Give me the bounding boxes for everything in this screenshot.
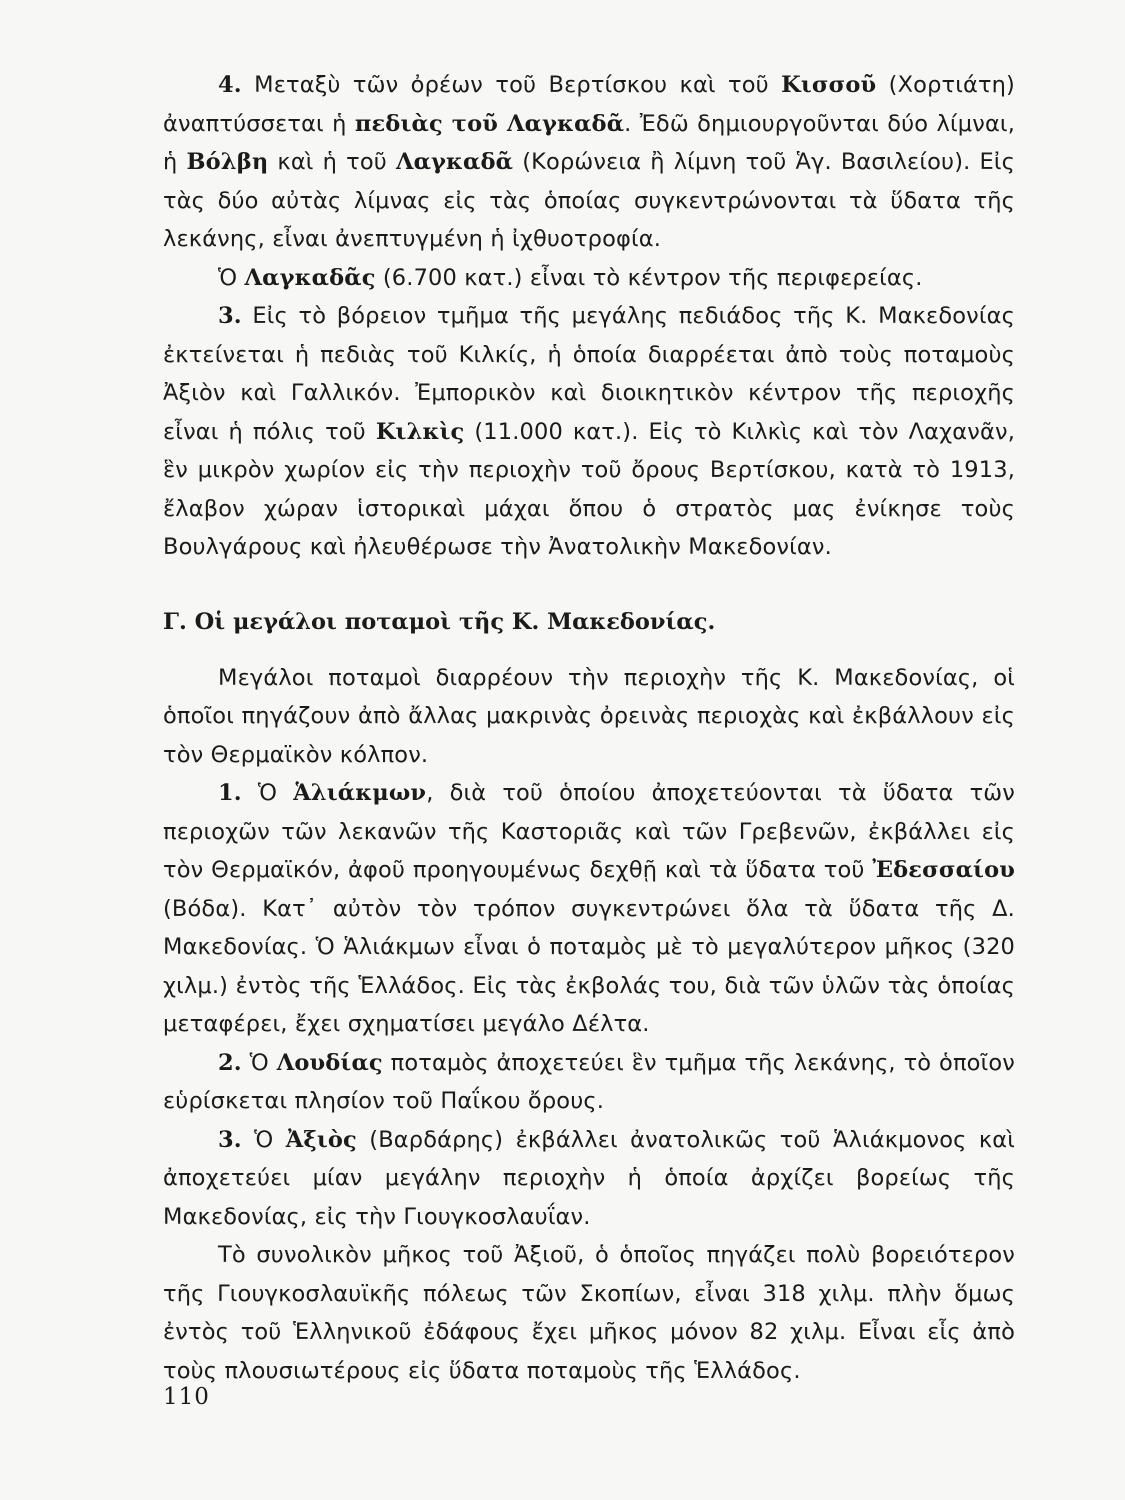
- paragraph: [163, 774, 1015, 1044]
- text-run: , διὰ τοῦ ὁποίου ἀποχετεύονται τὰ ὕδατα τῶν περιοχῶν τῶν λεκανῶν τῆς Καστοριᾶς καὶ τῶν Γρεβενῶν, ἐκβάλλει εἰς τὸν Θερμαϊκόν, ἀφοῦ προηγουμένως δεχθῇ καὶ τὰ ὕδατα τοῦ: [163, 780, 1015, 883]
- bold-term: Λουδίας: [276, 1049, 383, 1076]
- bold-term: 2.: [218, 1049, 242, 1076]
- bold-term: 3.: [218, 1126, 242, 1153]
- text-run: ποταμὸς ἀποχετεύει ἓν τμῆμα τῆς λεκάνης, τὸ ὁποῖον εὑρίσκεται πλησίον τοῦ Παΐκου ὄρους.: [163, 1049, 1015, 1114]
- bold-term: Βόλβη: [186, 149, 269, 175]
- paragraph: [163, 259, 1015, 298]
- bold-term: Λαγκαδᾶ: [395, 149, 514, 175]
- text-run: (Βόδα). Κατ᾽ αὐτὸν τὸν τρόπον συγκεντρώνει ὅλα τὰ ὕδατα τῆς Δ. Μακεδονίας. Ὁ Ἁλιάκμων εἶναι ὁ ποταμὸς μὲ τὸ μεγαλύτερον μῆκος (320 χιλμ.) ἐντὸς τῆς Ἑλλάδος. Εἰς τὰς ἐκβολάς του, διὰ τῶν ὑλῶν τὰς ὁποίας μεταφέρει, ἔχει σχηματίσει μεγάλο Δέλτα.: [163, 895, 1015, 1037]
- text-run: (Βαρδάρης) ἐκβάλλει ἀνατολικῶς τοῦ Ἁλιάκμονος καὶ ἀποχετεύει μίαν μεγάλην περιοχὴν ἡ ὁποία ἀρχίζει βορείως τῆς Μακεδονίας, εἰς τὴν Γιουγκοσλαυΐαν.: [163, 1126, 1016, 1230]
- text-run: καὶ ἡ τοῦ: [268, 149, 396, 175]
- text-run: Ὁ: [218, 264, 245, 291]
- page-number: 110: [163, 1384, 210, 1410]
- text-run: Εἰς τὸ βόρειον τμῆμα τῆς μεγάλης πεδιάδος τῆς Κ. Μακεδονίας ἐκτείνεται ἡ πεδιὰς τοῦ Κιλκίς, ἡ ὁποία διαρρέεται ἀπὸ τοὺς ποταμοὺς Ἀξιὸν καὶ Γαλλικόν. Ἐμπορικὸν καὶ διοικητικὸν κέντρον τῆς περιοχῆς εἶναι ἡ πόλις τοῦ: [163, 303, 1015, 445]
- text-run: (6.700 κατ.) εἶναι τὸ κέντρον τῆς περιφερείας.: [375, 264, 923, 291]
- bold-term: πεδιὰς τοῦ Λαγκαδᾶ: [354, 110, 625, 137]
- bold-term: Λαγκαδᾶς: [244, 264, 376, 291]
- bold-term: Ἐδεσσαίου: [872, 857, 1015, 883]
- text-run: . Ἐδῶ δημιουργοῦνται δύο λίμναι, ἡ: [163, 110, 1015, 175]
- paragraph: [163, 1121, 1015, 1237]
- paragraph: [163, 659, 1015, 775]
- text-run: Ὁ: [241, 1126, 286, 1153]
- text-body: [163, 66, 1015, 1390]
- text-run: (11.000 κατ.). Εἰς τὸ Κιλκὶς καὶ τὸν Λαχανᾶν, ἓν μικρὸν χωρίον εἰς τὴν περιοχὴν τοῦ ὄρους Βερτίσκου, κατὰ τὸ 1913, ἔλαβον χώραν ἱστορικαὶ μάχαι ὅπου ὁ στρατὸς μας ἐνίκησε τοὺς Βουλγάρους καὶ ἠλευθέρωσε τὴν Ἀνατολικὴν Μακεδονίαν.: [163, 418, 1015, 560]
- paragraph: [163, 66, 1015, 259]
- paragraph: [163, 1236, 1015, 1390]
- text-run: Μεγάλοι ποταμοὶ διαρρέουν τὴν περιοχὴν τῆς Κ. Μακεδονίας, οἱ ὁποῖοι πηγάζουν ἀπὸ ἄλλας μακρινὰς ὀρεινὰς περιοχὰς καὶ ἐκβάλλουν εἰς τὸν Θερμαϊκὸν κόλπον.: [163, 664, 1015, 768]
- bold-term: Ἁλιάκμων: [293, 780, 427, 806]
- bold-term: Ἀξιὸς: [285, 1126, 357, 1153]
- text-run: (Χορτιάτη) ἀναπτύσσεται ἡ: [163, 72, 1015, 137]
- bold-term: 3.: [218, 303, 242, 329]
- paragraph: [163, 1044, 1015, 1121]
- text-run: Τὸ συνολικὸν μῆκος τοῦ Ἀξιοῦ, ὁ ὁποῖος πηγάζει πολὺ βορειότερον τῆς Γιουγκοσλαυϊκῆς πόλεως τῶν Σκοπίων, εἶναι 318 χιλμ. πλὴν ὅμως ἐντὸς τοῦ Ἑλληνικοῦ ἐδάφους ἔχει μῆκος μόνον 82 χιλμ. Εἶναι εἷς ἀπὸ τοὺς πλουσιωτέρους εἰς ὕδατα ποταμοὺς τῆς Ἑλλάδος.: [163, 1242, 1015, 1384]
- bold-term: Κιλκὶς: [375, 418, 465, 445]
- bold-term: Κισσοῦ: [781, 72, 877, 98]
- text-run: Γ. Οἱ μεγάλοι ποταμοὶ τῆς Κ. Μακεδονίας.: [163, 608, 716, 635]
- text-run: Ὁ: [241, 780, 294, 806]
- text-run: Μεταξὺ τῶν ὀρέων τοῦ Βερτίσκου καὶ τοῦ: [241, 72, 782, 98]
- text-run: (Κορώνεια ἢ λίμνη τοῦ Ἁγ. Βασιλείου). Εἰς τὰς δύο αὐτὰς λίμνας εἰς τὰς ὁποίας συγκεντρώνονται τὰ ὕδατα τῆς λεκάνης, εἶναι ἀνεπτυγμένη ἡ ἰχθυοτροφία.: [163, 149, 1015, 252]
- bold-term: 1.: [218, 780, 242, 806]
- text-run: Ὁ: [241, 1049, 277, 1076]
- section-heading: [163, 605, 1015, 639]
- bold-term: 4.: [218, 72, 242, 98]
- paragraph: [163, 297, 1015, 567]
